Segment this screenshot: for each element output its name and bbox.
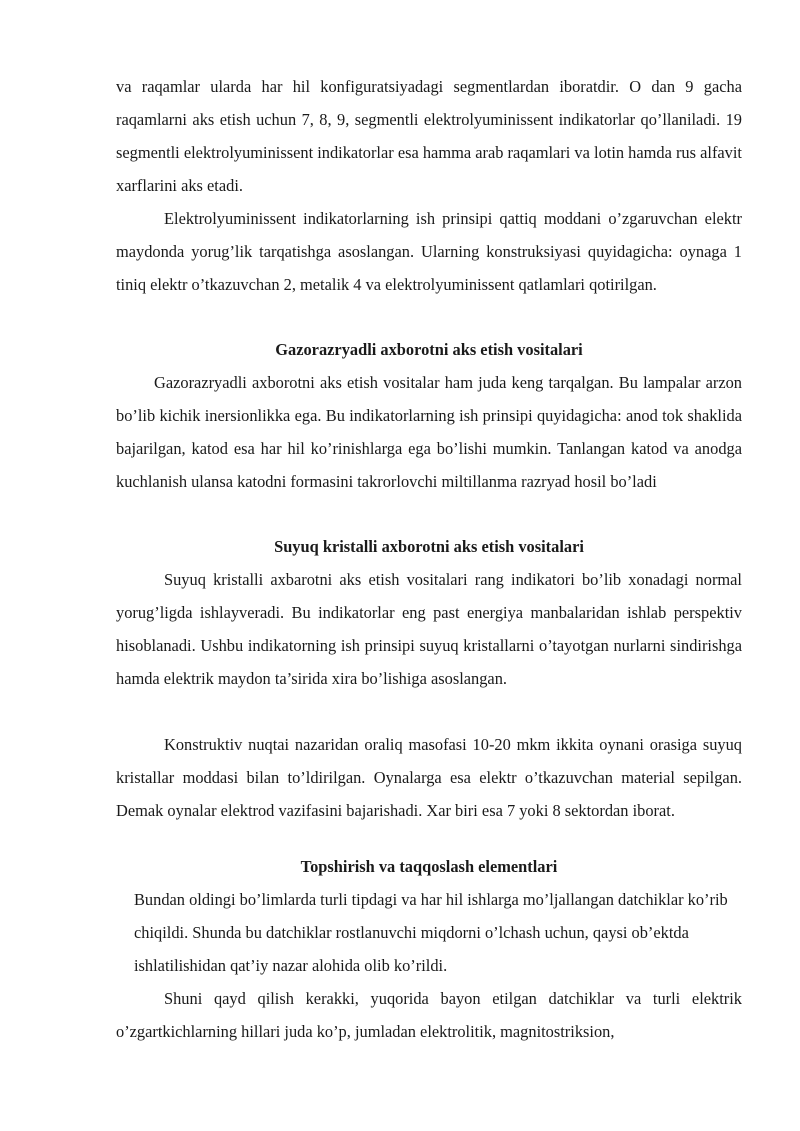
paragraph-sensors: Shuni qayd qilish kerakki, yuqorida bayon etilgan datchiklar va turli elektrik o’zgartkichlarning hillari juda ko’p, jumladan elektrolitik, magnitostriksion,: [116, 989, 742, 1041]
paragraph-segments: va raqamlar ularda har hil konfiguratsiyadagi segmentlardan iboratdir. O dan 9 gacha raqamlarni aks etish uchun 7, 8, 9, segmentli elektrolyuminissent indikatorlar qo’llaniladi. 19 segmentli elektrolyuminissent indikatorlar esa hamma arab raqamlari va lotin hamda rus alfavit xarflarini aks etadi.: [116, 77, 742, 195]
paragraph-construction: Konstruktiv nuqtai nazaridan oraliq masofasi 10-20 mkm ikkita oynani orasiga suyuq kristallar moddasi bilan to’ldirilgan. Oynalarga esa elektr o’tkazuvchan material sepilgan. Demak oynalar elektrod vazifasini bajarishadi. Xar biri esa 7 yoki 8 sektordan iborat.: [116, 735, 742, 820]
paragraph-liquid-crystal: Suyuq kristalli axbarotni aks etish vositalari rang indikatori bo’lib xonadagi normal yorug’ligda ishlayveradi. Bu indikatorlar eng past energiya manbalaridan ishlab perspektiv hisoblanadi. Ushbu indikatorning ish prinsipi suyuq kristallarni o’tayotgan nurlarni sindirishga hamda elektrik maydon ta’sirida xira bo’lishiga asoslangan.: [116, 570, 742, 688]
paragraph-electroluminescent: Elektrolyuminissent indikatorlarning ish prinsipi qattiq moddani o’zgaruvchan elektr maydonda yorug’lik tarqatishga asoslangan. Ularning konstruksiyasi quyidagicha: oynaga 1 tiniq elektr o’tkazuvchan 2, metalik 4 va elektrolyuminissent qatlamlari qotirilgan.: [116, 209, 742, 294]
heading-liquid-crystal: Suyuq kristalli axborotni aks etish vositalari: [274, 537, 584, 556]
paragraph-previous-sections: Bundan oldingi bo’limlarda turli tipdagi va har hil ishlarga mo’ljallangan datchiklar ko’rib chiqildi. Shunda bu datchiklar rostlanuvchi miqdorni o’lchash uchun, qaysi ob’ektda ishlatilishidan qat’iy nazar alohida olib ko’rildi.: [134, 890, 728, 975]
heading-gas-discharge: Gazorazryadli axborotni aks etish vositalari: [275, 340, 583, 359]
heading-transmission: Topshirish va taqqoslash elementlari: [300, 857, 558, 876]
paragraph-gas-discharge: Gazorazryadli axborotni aks etish vositalar ham juda keng tarqalgan. Bu lampalar arzon bo’lib kichik inersionlikka ega. Bu indikatorlarning ish prinsipi quyidagicha: anod tok shaklida bajarilgan, katod esa har hil ko’rinishlarga ega bo’lishi mumkin. Tanlangan katod va anodga kuchlanish ulansa katodni formasini takrorlovchi miltillanma razryad hosil bo’ladi: [116, 373, 742, 491]
